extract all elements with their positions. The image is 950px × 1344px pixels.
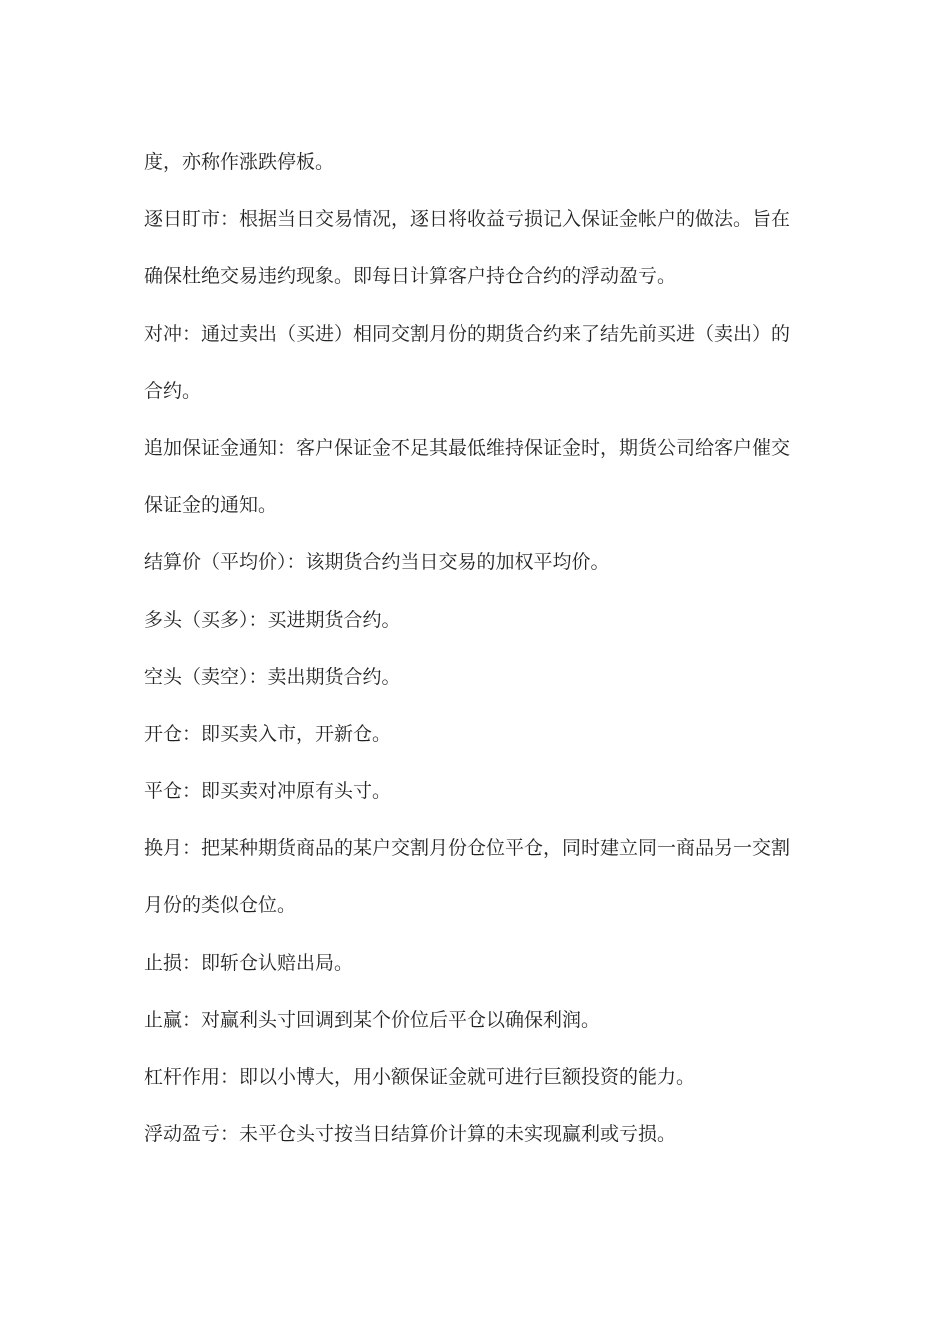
text-line: 开仓：即买卖入市，开新仓。 [144, 722, 392, 745]
text-line: 换月：把某种期货商品的某户交割月份仓位平仓，同时建立同一商品另一交割 [144, 837, 791, 860]
text-line: 结算价（平均价）：该期货合约当日交易的加权平均价。 [144, 551, 610, 574]
text-line: 多头（买多）：买进期货合约。 [144, 608, 401, 631]
text-line: 月份的类似仓位。 [144, 894, 297, 917]
text-line: 浮动盈亏：未平仓头寸按当日结算价计算的未实现赢利或亏损。 [144, 1123, 677, 1146]
text-line: 止损：即斩仓认赔出局。 [144, 951, 354, 974]
text-line: 保证金的通知。 [144, 494, 278, 517]
text-line: 度，亦称作涨跌停板。 [144, 151, 335, 173]
text-line: 对冲：通过卖出（买进）相同交割月份的期货合约来了结先前买进（卖出）的 [144, 322, 791, 345]
text-line: 止赢：对赢利头寸回调到某个价位后平仓以确保利润。 [144, 1008, 601, 1031]
text-line: 空头（卖空）：卖出期货合约。 [144, 665, 401, 688]
text-line: 逐日盯市：根据当日交易情况，逐日将收益亏损记入保证金帐户的做法。旨在 [144, 208, 791, 231]
text-line: 追加保证金通知：客户保证金不足其最低维持保证金时，期货公司给客户催交 [144, 436, 791, 459]
text-line: 平仓：即买卖对冲原有头寸。 [144, 780, 392, 803]
document-body [144, 134, 804, 1163]
text-line: 杠杆作用：即以小博大，用小额保证金就可进行巨额投资的能力。 [144, 1066, 696, 1088]
text-line: 合约。 [144, 379, 202, 402]
text-line: 确保杜绝交易违约现象。即每日计算客户持仓合约的浮动盈亏。 [144, 265, 677, 288]
